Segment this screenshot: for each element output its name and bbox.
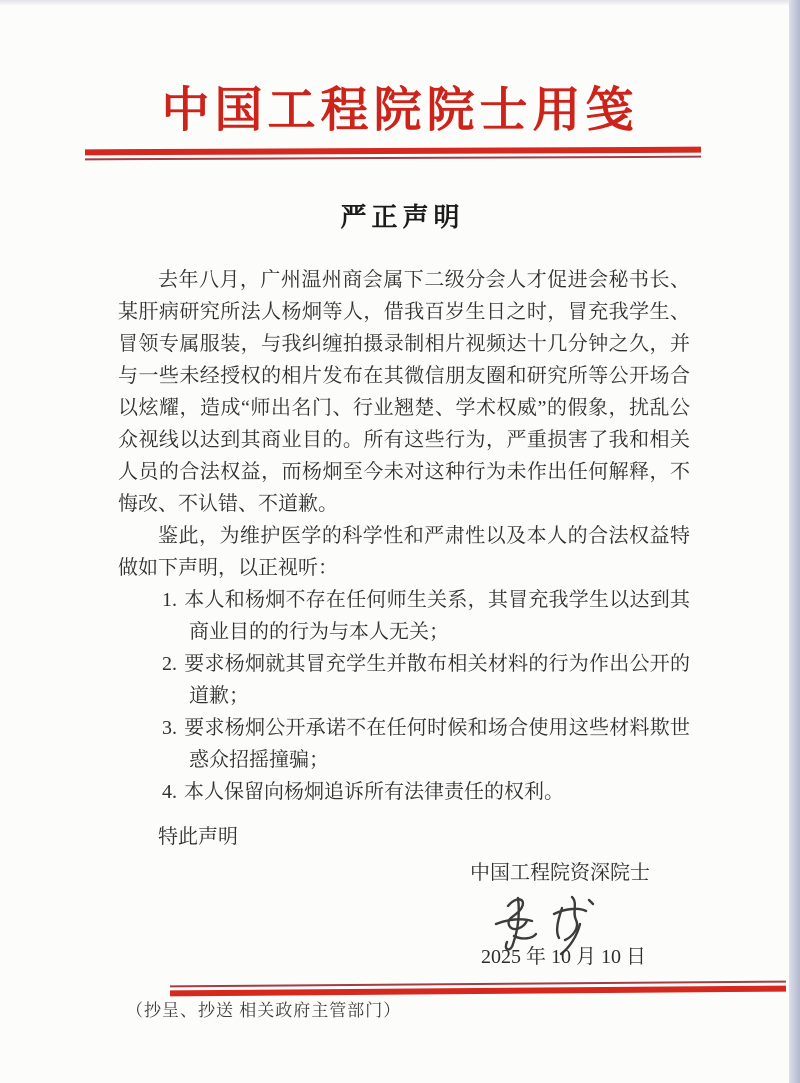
signature-block [118, 858, 690, 972]
statement-date: 2025 年 10 月 10 日 [481, 946, 646, 968]
demand-text: 本人保留向杨炯追诉所有法律责任的权利。 [184, 781, 564, 803]
demand-number: 2. [162, 653, 177, 675]
letterhead-title: 中国工程院院士用笺 [161, 84, 639, 137]
demand-text: 要求杨炯就其冒充学生并散布相关材料的行为作出公开的道歉； [184, 653, 690, 707]
signer-title: 中国工程院资深院士 [470, 862, 650, 884]
rule-thick-line [170, 986, 786, 997]
rule-thin-line [85, 156, 701, 161]
demand-item-1 [162, 584, 690, 648]
statement-body [118, 264, 690, 853]
letterhead-double-rule [85, 147, 701, 161]
demand-text: 本人和杨炯不存在任何师生关系，其冒充我学生以达到其商业目的的行为与本人无关； [184, 589, 690, 643]
footer-double-rule [170, 981, 786, 997]
demand-number: 4. [162, 781, 177, 803]
statement-paragraph-1: 去年八月，广州温州商会属下二级分会人才促进会秘书长、某肝病研究所法人杨炯等人，借我百岁生日之时，冒充我学生、冒领专属服装，与我纠缠拍摄录制相片视频达十几分钟之久，并与一些未经授权的相片发布在其微信朋友圈和研究所等公开场合以炫耀，造成“师出名门、行业翘楚、学术权威”的假象，扰乱公众视线以达到其商业目的。所有这些行为，严重损害了我和相关人员的合法权益，而杨炯至今未对这种行为未作出任何解释，不悔改、不认错、不道歉。 [118, 269, 690, 515]
demand-number: 3. [162, 717, 177, 739]
statement-paragraph-2: 鉴此，为维护医学的科学性和严肃性以及本人的合法权益特做如下声明，以正视听： [118, 525, 690, 579]
scan-right-edge [789, 0, 800, 1083]
cc-distribution-note: （抄呈、抄送 相关政府主管部门） [126, 1001, 402, 1020]
demand-item-4 [162, 776, 690, 808]
demand-text: 要求杨炯公开承诺不在任何时候和场合使用这些材料欺世惑众招摇撞骗； [184, 717, 690, 771]
closing-phrase: 特此声明 [158, 826, 238, 848]
statement-title: 严正声明 [340, 202, 465, 232]
demand-item-2 [162, 648, 690, 712]
rule-thick-line [85, 147, 701, 156]
demand-list [118, 584, 690, 808]
scan-top-edge [0, 0, 800, 6]
demand-item-3 [162, 712, 690, 776]
demand-number: 1. [162, 589, 177, 611]
